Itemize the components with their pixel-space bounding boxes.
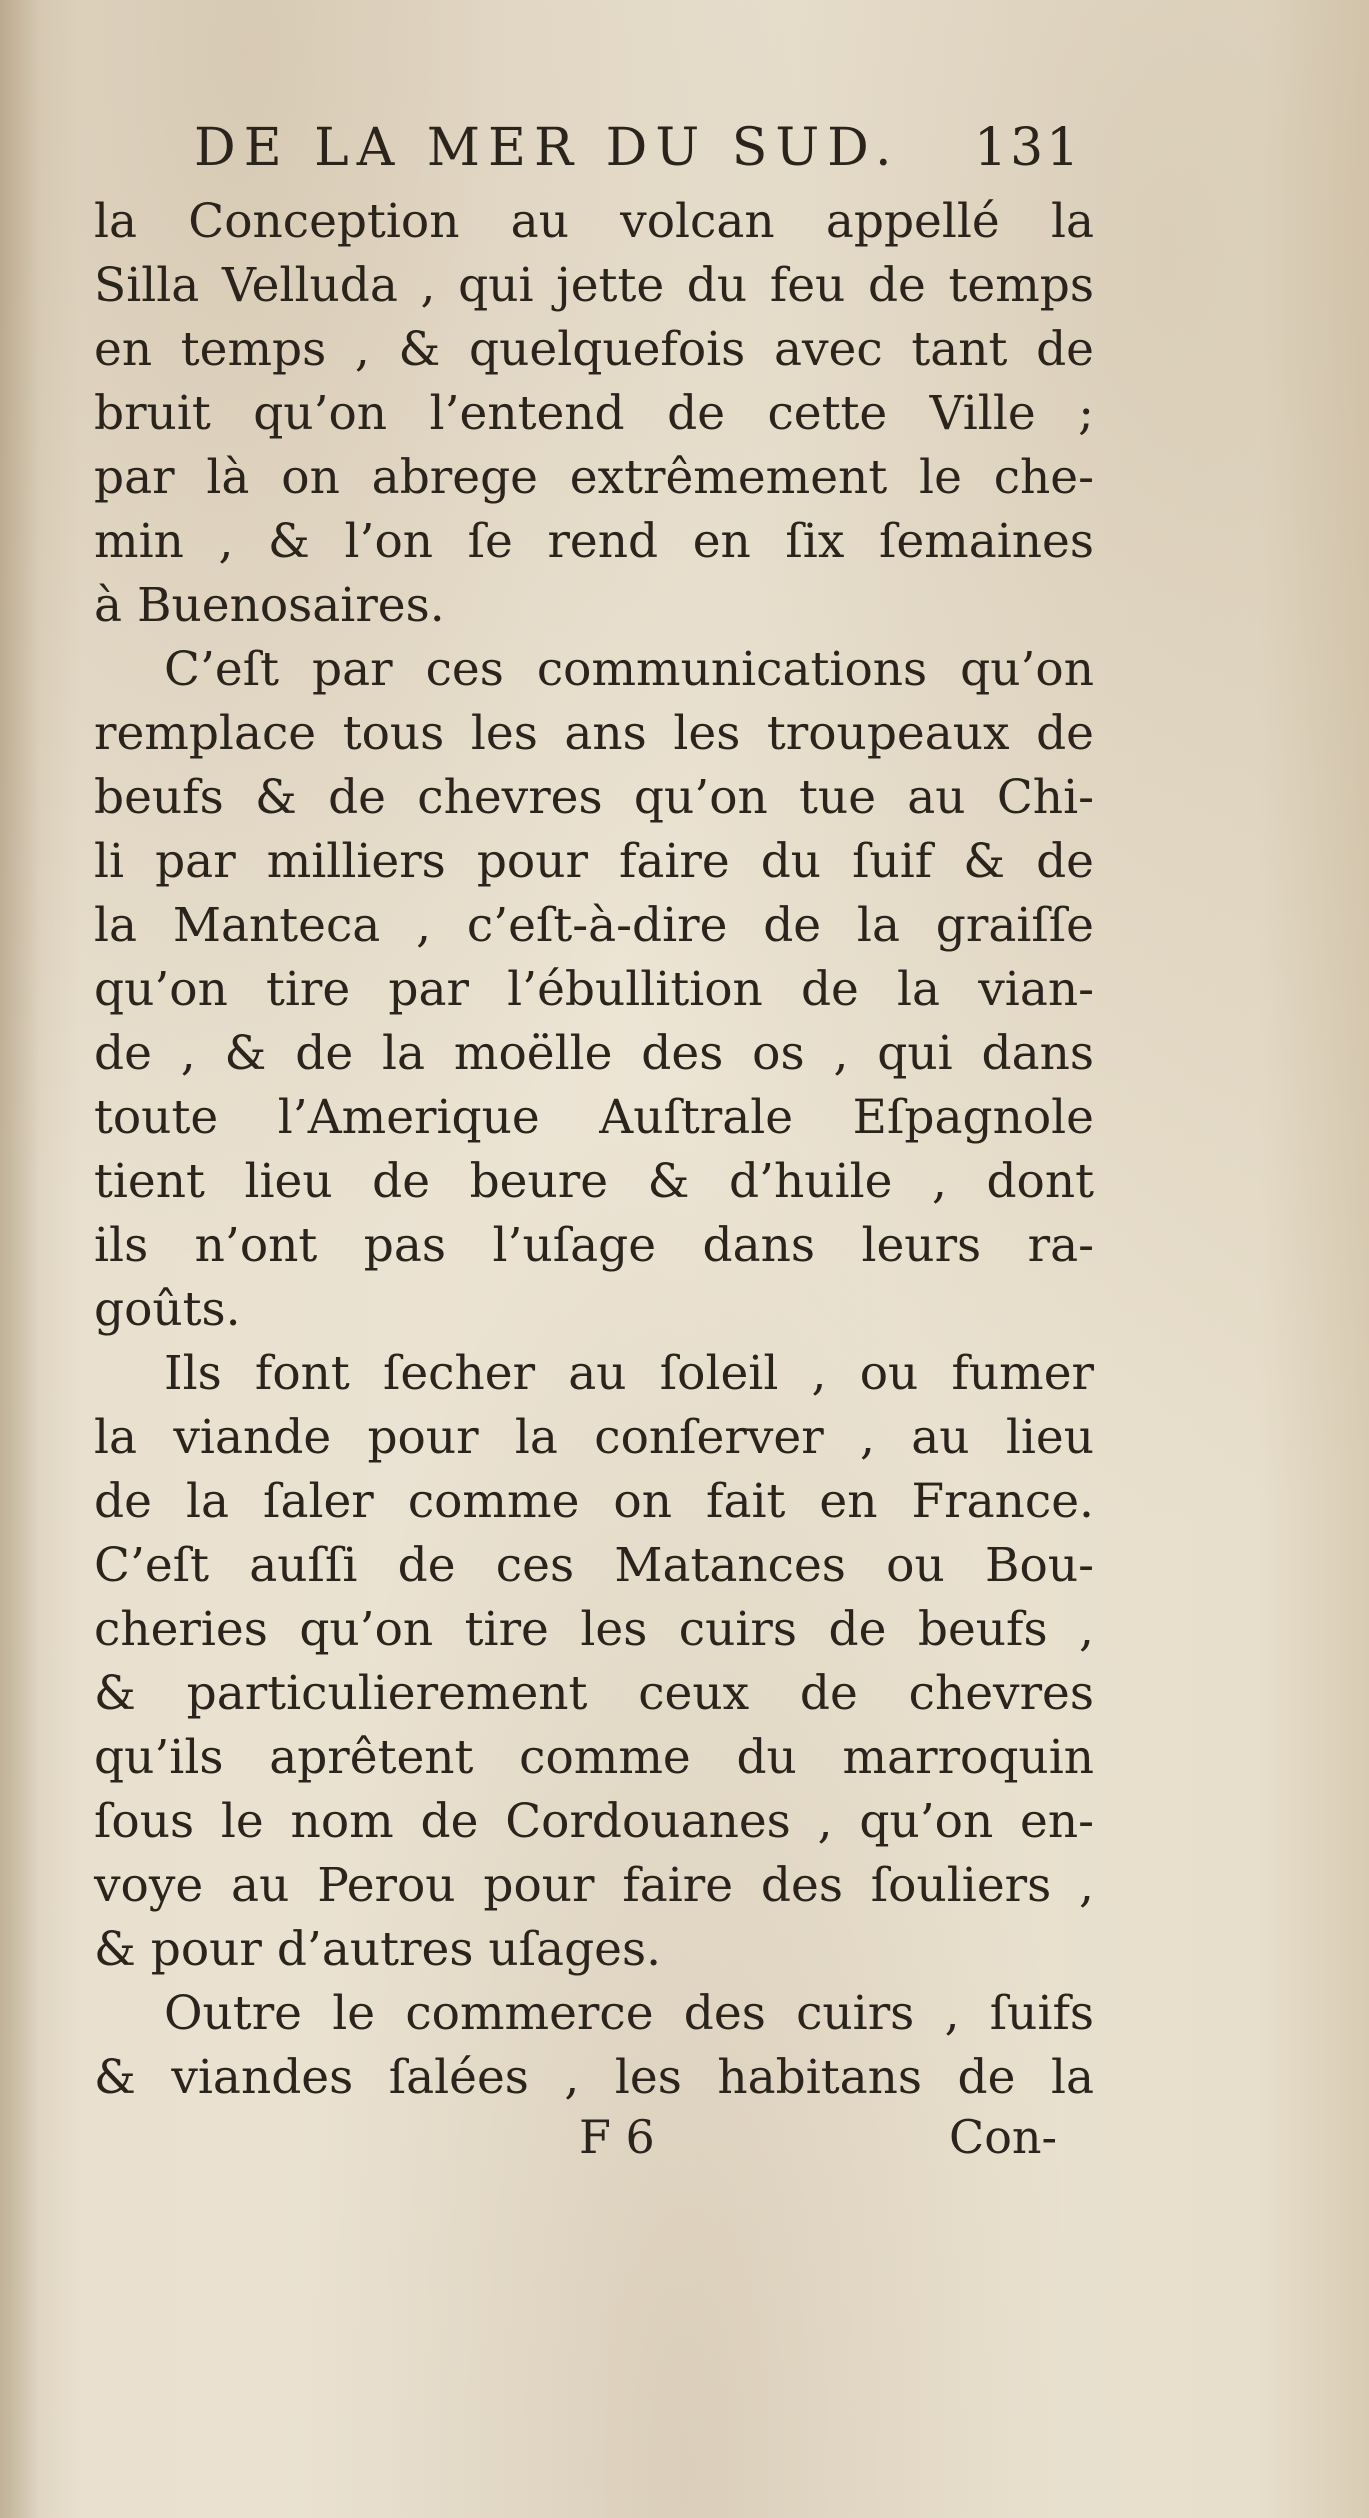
text-line: voye au Perou pour faire des ſouliers ,: [94, 1858, 1094, 1913]
text-line: la viande pour la conſerver , au lieu: [94, 1410, 1094, 1465]
text-line: min , & l’on ſe rend en ſix ſemaines: [94, 514, 1094, 569]
text-line: & viandes ſalées , les habitans de la: [94, 2050, 1094, 2105]
text-line: la Manteca , c’eſt-à-dire de la graiſſe: [94, 898, 1094, 953]
text-block: [94, 110, 1094, 2180]
text-line: à Buenosaires.: [94, 578, 445, 633]
text-line: li par milliers pour faire du ſuif & de: [94, 834, 1094, 889]
text-line: qu’on tire par l’ébullition de la vian-: [94, 962, 1094, 1017]
signature-mark: F 6: [579, 2110, 655, 2164]
text-line: tient lieu de beure & d’huile , dont: [94, 1154, 1094, 1209]
gutter-shadow: [0, 0, 40, 2518]
text-line: qu’ils aprêtent comme du marroquin: [94, 1730, 1094, 1785]
text-line: toute l’Amerique Auſtrale Eſpagnole: [94, 1090, 1094, 1145]
text-line: Ils font ſecher au ſoleil , ou fumer: [164, 1346, 1094, 1401]
text-line: C’eſt auſſi de ces Matances ou Bou-: [94, 1538, 1094, 1593]
text-line: cheries qu’on tire les cuirs de beufs ,: [94, 1602, 1094, 1657]
text-line: Silla Velluda , qui jette du feu de temps: [94, 258, 1094, 313]
text-line: de , & de la moëlle des os , qui dans: [94, 1026, 1094, 1081]
text-line: ils n’ont pas l’uſage dans leurs ra-: [94, 1218, 1094, 1273]
text-line: par là on abrege extrêmement le che-: [94, 450, 1094, 505]
text-line: goûts.: [94, 1282, 241, 1337]
text-line: remplace tous les ans les troupeaux de: [94, 706, 1094, 761]
text-line: ſous le nom de Cordouanes , qu’on en-: [94, 1794, 1094, 1849]
catchword: Con-: [949, 2110, 1058, 2164]
text-line: C’eſt par ces communications qu’on: [164, 642, 1094, 697]
text-line: la Conception au volcan appellé la: [94, 194, 1094, 249]
text-line: Outre le commerce des cuirs , ſuifs: [164, 1986, 1094, 2041]
text-line: & pour d’autres uſages.: [94, 1922, 662, 1977]
page-number: 131: [974, 118, 1083, 178]
text-line: en temps , & quelquefois avec tant de: [94, 322, 1094, 377]
text-line: & particulierement ceux de chevres: [94, 1666, 1094, 1721]
text-line: bruit qu’on l’entend de cette Ville ;: [94, 386, 1094, 441]
running-title: DE LA MER DU SUD.: [194, 118, 900, 178]
page-footer: [94, 2110, 1094, 2180]
text-line: de la ſaler comme on fait en France.: [94, 1474, 1094, 1529]
running-head: [94, 110, 1094, 190]
text-line: beufs & de chevres qu’on tue au Chi-: [94, 770, 1094, 825]
